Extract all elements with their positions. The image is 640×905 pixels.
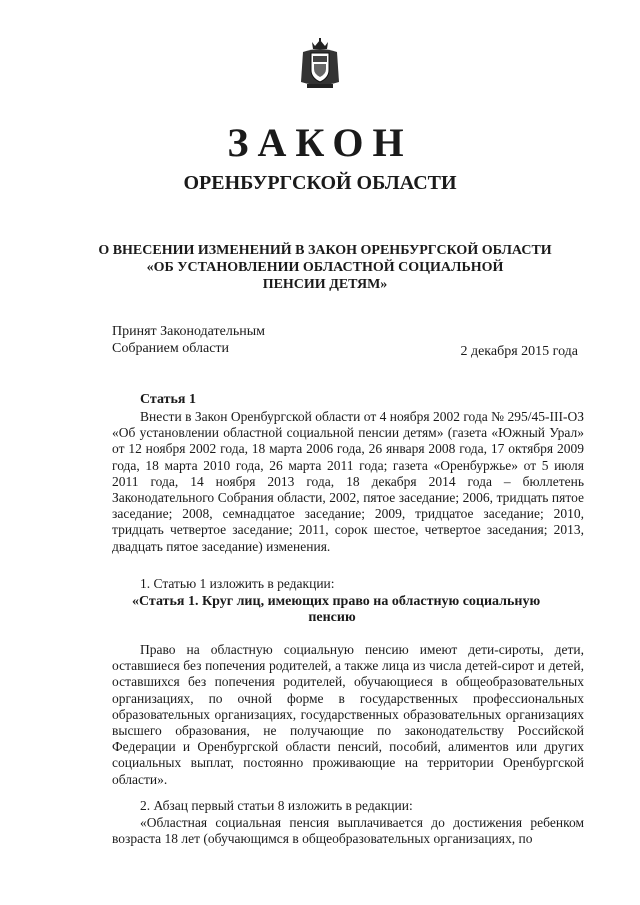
region-title: ОРЕНБУРГСКОЙ ОБЛАСТИ xyxy=(183,172,457,194)
article-paragraph: «Областная социальная пенсия выплачивается до достижения ребенком возраста 18 лет (обучающимся в общеобразовательных организациях, по xyxy=(112,815,584,847)
coat-of-arms-icon xyxy=(299,38,341,90)
article-paragraph: Внести в Закон Оренбургской области от 4 ноября 2002 года № 295/45-III-ОЗ «Об установлении областной социальной пенсии детям» (газета «Южный Урал» от 12 ноября 2002 года, 18 марта 2006 года, 26 января 2008 года, 17 октября 2009 года, 18 марта 2010 года, 26 марта 2011 года; газета «Оренбуржье» от 5 июля 2011 года, 14 ноября 2013 года, 18 декабря 2014 года – бюллетень Законодательного Собрания области, 2002, пятое заседание; 2006, тридцать пятое заседание; 2008, семнадцатое заседание; 2009, тридцатое заседание; 2010, тридцать четвертое заседание; 2011, сорок шестое, четвертое заседания; 2013, двадцать пятое заседание) изменения. xyxy=(112,409,584,554)
amended-article-title xyxy=(132,594,562,626)
adoption-note xyxy=(112,323,265,357)
article-heading: Статья 1 xyxy=(140,392,196,407)
subject-line: О ВНЕСЕНИИ ИЗМЕНЕНИЙ В ЗАКОН ОРЕНБУРГСКОЙ ОБЛАСТИ xyxy=(98,243,552,258)
law-subject xyxy=(90,242,560,293)
amended-title-line: «Статья 1. Круг лиц, имеющих право на областную социальную xyxy=(132,594,541,609)
law-title: ЗАКОН xyxy=(227,120,413,165)
subject-line: ПЕНСИИ ДЕТЯМ» xyxy=(262,277,388,292)
article-item: 2. Абзац первый статьи 8 изложить в редакции: xyxy=(140,798,413,813)
adoption-line: Принят Законодательным xyxy=(112,324,265,339)
adoption-line: Собранием области xyxy=(112,341,230,356)
amended-title-line: пенсию xyxy=(308,610,356,625)
subject-line: «ОБ УСТАНОВЛЕНИИ ОБЛАСТНОЙ СОЦИАЛЬНОЙ xyxy=(146,260,504,275)
adoption-date: 2 декабря 2015 года xyxy=(460,344,578,359)
article-paragraph: Право на областную социальную пенсию имеют дети-сироты, дети, оставшиеся без попечения родителей, а также лица из числа детей-сирот и детей, оставшихся без попечения родителей, обучающиеся в общеобразовательных организациях, по очной форме в государственных профессиональных образовательных организациях, государственных образовательных организациях высшего образования, не получающие по законодательству Российской Федерации и Оренбургской области пенсий, пособий, алиментов или других социальных выплат, постоянно проживающие на территории Оренбургской области». xyxy=(112,642,584,787)
article-item: 1. Статью 1 изложить в редакции: xyxy=(140,576,335,591)
